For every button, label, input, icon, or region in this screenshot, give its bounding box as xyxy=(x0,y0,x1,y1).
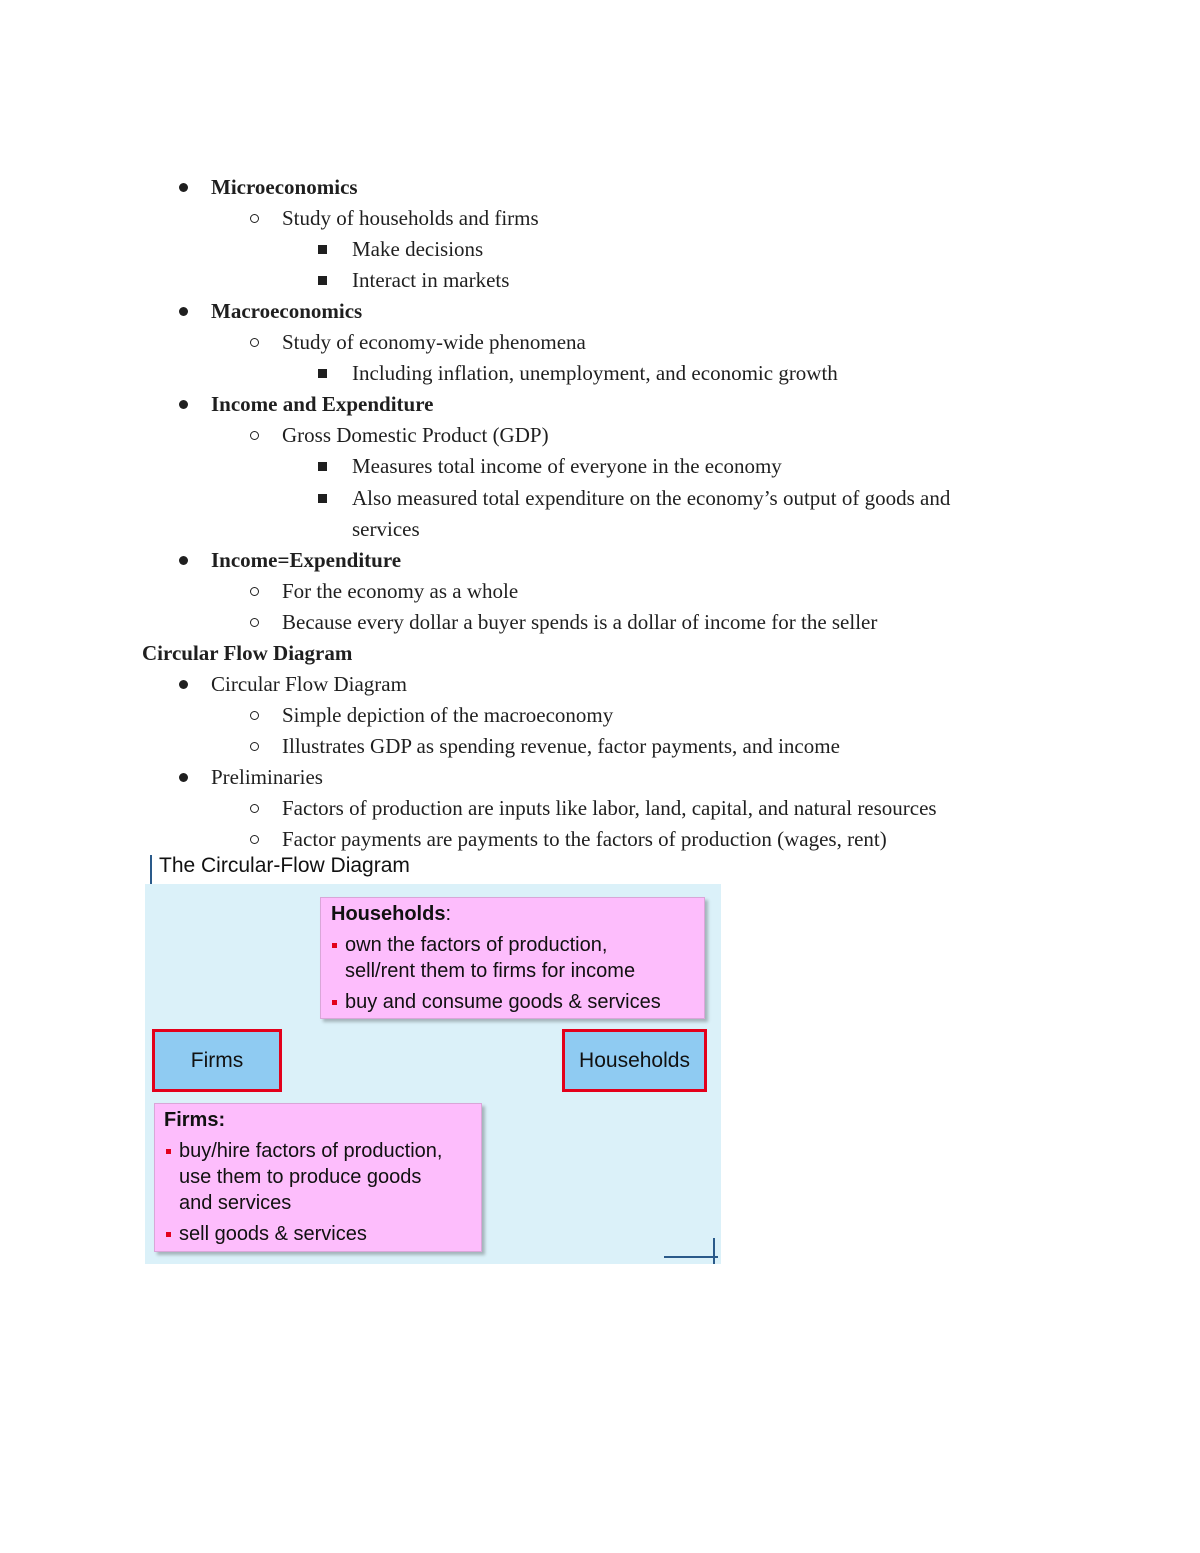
bullet-disc-icon xyxy=(179,764,191,790)
outline-item-level-2: Simple depiction of the macroeconomy xyxy=(282,703,614,727)
bullet-circle-icon xyxy=(250,422,262,448)
outline-item-level-2: Factor payments are payments to the factors of production (wages, rent) xyxy=(282,827,887,851)
firms-item-2-line-1: sell goods & services xyxy=(179,1223,367,1245)
firms-item-1-line-1: buy/hire factors of production, xyxy=(179,1140,443,1162)
bullet-circle-icon xyxy=(250,205,262,231)
crop-mark-bottom-right-horizontal xyxy=(664,1256,718,1258)
outline-item-level-1: Circular Flow Diagram xyxy=(211,672,407,696)
households-item-1-line-1: own the factors of production, xyxy=(345,934,608,956)
crop-mark-bottom-right-vertical xyxy=(713,1238,715,1264)
bullet-disc-icon xyxy=(179,298,191,324)
households-item-2-line-1: buy and consume goods & services xyxy=(345,991,661,1013)
outline-item-level-2: Illustrates GDP as spending revenue, factor payments, and income xyxy=(282,734,840,758)
outline-item-level-2: Because every dollar a buyer spends is a dollar of income for the seller xyxy=(282,610,878,634)
bullet-square-icon xyxy=(318,267,330,293)
outline-item-level-2: Gross Domestic Product (GDP) xyxy=(282,423,549,447)
households-box-heading-colon: : xyxy=(445,903,452,925)
bullet-square-icon xyxy=(318,236,330,262)
bullet-disc-icon xyxy=(179,391,191,417)
outline-item-level-1: Macroeconomics xyxy=(211,299,363,323)
firms-description-box xyxy=(154,1103,482,1252)
diagram-title: The Circular-Flow Diagram xyxy=(159,854,410,877)
households-box-heading: Households xyxy=(331,903,446,925)
outline-item-level-3: services xyxy=(352,517,420,541)
bullet-square-icon xyxy=(166,1232,171,1237)
households-item-1-line-2: sell/rent them to firms for income xyxy=(345,960,636,982)
outline-item-level-3: Measures total income of everyone in the economy xyxy=(352,454,782,478)
bullet-square-icon xyxy=(332,1000,337,1005)
outline-item-level-2: For the economy as a whole xyxy=(282,579,519,603)
bullet-circle-icon xyxy=(250,609,262,635)
outline-item-level-3: Also measured total expenditure on the economy’s output of goods and xyxy=(352,486,951,510)
bullet-circle-icon xyxy=(250,329,262,355)
firms-item-1-line-2: use them to produce goods xyxy=(179,1166,422,1188)
outline-item-level-1: Income=Expenditure xyxy=(211,548,402,572)
firms-box-heading: Firms: xyxy=(164,1109,226,1131)
bullet-circle-icon xyxy=(250,578,262,604)
outline-item-level-3: Including inflation, unemployment, and economic growth xyxy=(352,361,838,385)
outline-item-level-1: Microeconomics xyxy=(211,175,358,199)
bullet-square-icon xyxy=(318,360,330,386)
bullet-circle-icon xyxy=(250,795,262,821)
bullet-square-icon xyxy=(318,485,330,511)
section-heading: Circular Flow Diagram xyxy=(142,641,353,665)
bullet-disc-icon xyxy=(179,547,191,573)
bullet-square-icon xyxy=(332,943,337,948)
bullet-disc-icon xyxy=(179,671,191,697)
outline-item-level-3: Interact in markets xyxy=(352,268,510,292)
bullet-circle-icon xyxy=(250,733,262,759)
bullet-square-icon xyxy=(166,1149,171,1154)
bullet-disc-icon xyxy=(179,174,191,200)
households-description-box xyxy=(320,897,705,1019)
outline-item-level-2: Study of economy-wide phenomena xyxy=(282,330,586,354)
outline-item-level-1: Preliminaries xyxy=(211,765,323,789)
firms-box: Firms xyxy=(152,1029,282,1092)
firms-item-1-line-3: and services xyxy=(179,1192,292,1214)
bullet-square-icon xyxy=(318,453,330,479)
outline-item-level-3: Make decisions xyxy=(352,237,484,261)
households-box: Households xyxy=(562,1029,707,1092)
outline-item-level-1: Income and Expenditure xyxy=(211,392,434,416)
outline-item-level-2: Study of households and firms xyxy=(282,206,539,230)
bullet-circle-icon xyxy=(250,702,262,728)
bullet-circle-icon xyxy=(250,826,262,852)
outline-item-level-2: Factors of production are inputs like labor, land, capital, and natural resources xyxy=(282,796,937,820)
